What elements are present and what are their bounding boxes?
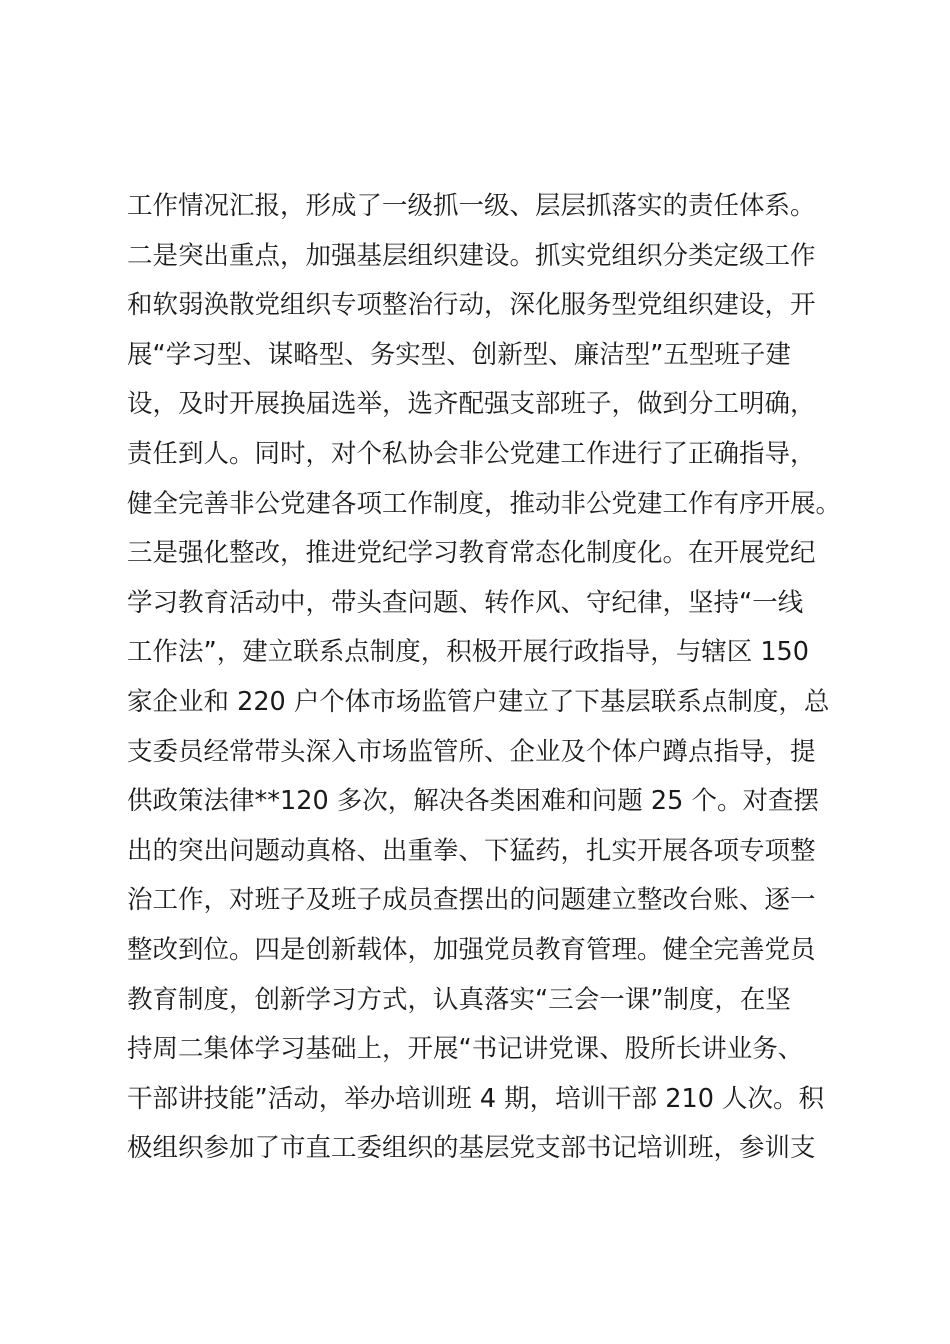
text-line-10: 工作法”，建立联系点制度，积极开展行政指导，与辖区 150 xyxy=(127,637,809,668)
text-line-5: 设，及时开展换届选举，选齐配强支部班子，做到分工明确， xyxy=(127,389,816,420)
body-text xyxy=(127,182,842,1174)
text-line-19: 干部讲技能”活动，举办培训班 4 期，培训干部 210 人次。积 xyxy=(127,1083,825,1114)
text-line-18: 持周二集体学习基础上，开展“书记讲党课、股所长讲业务、 xyxy=(127,1034,804,1065)
text-line-11: 家企业和 220 户个体市场监管户建立了下基层联系点制度，总 xyxy=(127,686,830,717)
text-line-13: 供政策法律**120 多次，解决各类困难和问题 25 个。对查摆 xyxy=(127,786,819,817)
text-line-4: 展“学习型、谋略型、务实型、创新型、廉洁型”五型班子建 xyxy=(127,339,791,370)
text-line-12: 支委员经常带头深入市场监管所、企业及个体户蹲点指导，提 xyxy=(127,736,816,767)
text-line-7: 健全完善非公党建各项工作制度，推动非公党建工作有序开展。 xyxy=(127,488,842,519)
text-line-8: 三是强化整改，推进党纪学习教育常态化制度化。在开展党纪 xyxy=(127,538,816,569)
text-line-14: 出的突出问题动真格、出重拳、下猛药，扎实开展各项专项整 xyxy=(127,835,816,866)
text-line-16: 整改到位。四是创新载体，加强党员教育管理。健全完善党员 xyxy=(127,934,816,965)
text-line-9: 学习教育活动中，带头查问题、转作风、守纪律，坚持“一线 xyxy=(127,587,804,618)
text-line-20: 极组织参加了市直工委组织的基层党支部书记培训班，参训支 xyxy=(127,1133,816,1164)
text-line-6: 责任到人。同时，对个私协会非公党建工作进行了正确指导， xyxy=(127,438,816,469)
text-line-17: 教育制度，创新学习方式，认真落实“三会一课”制度，在坚 xyxy=(127,984,791,1015)
text-line-15: 治工作，对班子及班子成员查摆出的问题建立整改台账、逐一 xyxy=(127,885,816,916)
text-line-3: 和软弱涣散党组织专项整治行动，深化服务型党组织建设，开 xyxy=(127,290,816,321)
text-line-1: 工作情况汇报，形成了一级抓一级、层层抓落实的责任体系。 xyxy=(127,191,816,221)
text-line-2: 二是突出重点，加强基层组织建设。抓实党组织分类定级工作 xyxy=(127,240,816,271)
